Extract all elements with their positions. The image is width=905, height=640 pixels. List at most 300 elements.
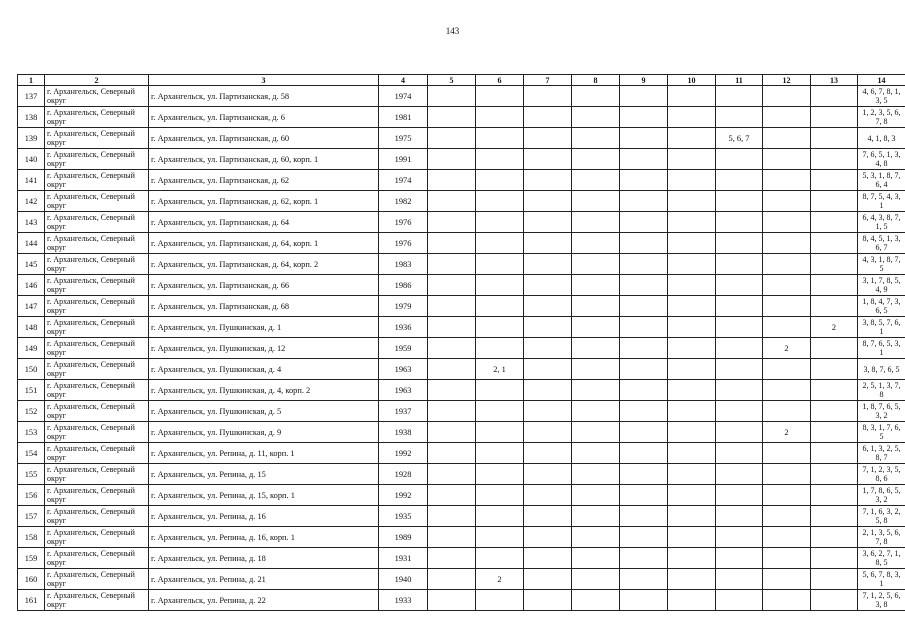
district-cell: г. Архангельск, Северный округ (45, 359, 149, 380)
col-9-cell (620, 296, 668, 317)
col-10-cell (668, 338, 716, 359)
table-row (18, 275, 905, 296)
col-9-cell (620, 254, 668, 275)
address-cell: г. Архангельск, ул. Партизанская, д. 66 (149, 275, 379, 296)
col-5-cell (428, 128, 476, 149)
col-6-cell (476, 380, 524, 401)
year-cell: 1963 (379, 359, 428, 380)
col-8-cell (572, 359, 620, 380)
col-5-cell (428, 149, 476, 170)
col-13-cell (811, 170, 858, 191)
col-7-cell (524, 548, 572, 569)
district-cell: г. Архангельск, Северный округ (45, 254, 149, 275)
row-number-cell: 146 (18, 275, 45, 296)
col-5-cell (428, 191, 476, 212)
col-11-cell (716, 191, 763, 212)
col-14-cell: 3, 8, 5, 7, 6, 1 (858, 317, 905, 338)
district-cell: г. Архангельск, Северный округ (45, 275, 149, 296)
col-5-cell (428, 527, 476, 548)
col-12-cell (763, 485, 811, 506)
row-number-cell: 159 (18, 548, 45, 569)
col-9-cell (620, 317, 668, 338)
col-8-cell (572, 233, 620, 254)
col-14-cell: 3, 1, 7, 8, 5, 4, 9 (858, 275, 905, 296)
district-cell: г. Архангельск, Северный округ (45, 317, 149, 338)
table-row (18, 590, 905, 611)
col-9-cell (620, 212, 668, 233)
row-number-cell: 141 (18, 170, 45, 191)
col-13-cell (811, 485, 858, 506)
column-header-9: 9 (620, 75, 668, 86)
year-cell: 1959 (379, 338, 428, 359)
col-11-cell (716, 590, 763, 611)
col-11-cell (716, 338, 763, 359)
col-8-cell (572, 485, 620, 506)
col-9-cell (620, 380, 668, 401)
row-number-cell: 152 (18, 401, 45, 422)
col-8-cell (572, 107, 620, 128)
col-12-cell (763, 548, 811, 569)
col-6-cell (476, 86, 524, 107)
col-11-cell (716, 548, 763, 569)
col-11-cell (716, 401, 763, 422)
col-11-cell (716, 569, 763, 590)
address-cell: г. Архангельск, ул. Пушкинская, д. 5 (149, 401, 379, 422)
district-cell: г. Архангельск, Северный округ (45, 191, 149, 212)
row-number-cell: 161 (18, 590, 45, 611)
col-9-cell (620, 233, 668, 254)
col-7-cell (524, 233, 572, 254)
col-8-cell (572, 443, 620, 464)
col-7-cell (524, 380, 572, 401)
col-11-cell (716, 296, 763, 317)
district-cell: г. Архангельск, Северный округ (45, 380, 149, 401)
address-cell: г. Архангельск, ул. Пушкинская, д. 9 (149, 422, 379, 443)
header-row (18, 75, 905, 86)
row-number-cell: 158 (18, 527, 45, 548)
col-5-cell (428, 464, 476, 485)
col-8-cell (572, 338, 620, 359)
col-10-cell (668, 464, 716, 485)
col-5-cell (428, 380, 476, 401)
district-cell: г. Архангельск, Северный округ (45, 548, 149, 569)
district-cell: г. Архангельск, Северный округ (45, 485, 149, 506)
col-10-cell (668, 191, 716, 212)
table-row (18, 191, 905, 212)
col-10-cell (668, 443, 716, 464)
col-13-cell (811, 443, 858, 464)
col-13-cell (811, 254, 858, 275)
district-cell: г. Архангельск, Северный округ (45, 233, 149, 254)
col-14-cell: 3, 8, 7, 6, 5 (858, 359, 905, 380)
row-number-cell: 160 (18, 569, 45, 590)
col-7-cell (524, 527, 572, 548)
address-cell: г. Архангельск, ул. Партизанская, д. 64, корп. 2 (149, 254, 379, 275)
address-cell: г. Архангельск, ул. Репина, д. 21 (149, 569, 379, 590)
col-8-cell (572, 590, 620, 611)
col-8-cell (572, 149, 620, 170)
col-5-cell (428, 275, 476, 296)
col-14-cell: 2, 5, 1, 3, 7, 8 (858, 380, 905, 401)
col-8-cell (572, 464, 620, 485)
col-5-cell (428, 443, 476, 464)
col-6-cell (476, 338, 524, 359)
col-11-cell (716, 422, 763, 443)
col-13-cell (811, 422, 858, 443)
col-12-cell (763, 506, 811, 527)
col-14-cell: 8, 3, 1, 7, 6, 5 (858, 422, 905, 443)
col-7-cell (524, 212, 572, 233)
col-7-cell (524, 191, 572, 212)
col-8-cell (572, 401, 620, 422)
address-cell: г. Архангельск, ул. Партизанская, д. 60 (149, 128, 379, 149)
col-13-cell (811, 296, 858, 317)
row-number-cell: 157 (18, 506, 45, 527)
column-header-3: 3 (149, 75, 379, 86)
address-cell: г. Архангельск, ул. Репина, д. 15 (149, 464, 379, 485)
col-13-cell (811, 569, 858, 590)
col-10-cell (668, 359, 716, 380)
col-8-cell (572, 569, 620, 590)
col-10-cell (668, 485, 716, 506)
col-12-cell (763, 191, 811, 212)
district-cell: г. Архангельск, Северный округ (45, 149, 149, 170)
col-7-cell (524, 149, 572, 170)
col-7-cell (524, 590, 572, 611)
col-10-cell (668, 275, 716, 296)
col-12-cell (763, 527, 811, 548)
address-cell: г. Архангельск, ул. Партизанская, д. 62, корп. 1 (149, 191, 379, 212)
column-header-1: 1 (18, 75, 45, 86)
col-14-cell: 1, 2, 3, 5, 6, 7, 8 (858, 107, 905, 128)
col-14-cell: 5, 3, 1, 8, 7, 6, 4 (858, 170, 905, 191)
district-cell: г. Архангельск, Северный округ (45, 569, 149, 590)
col-8-cell (572, 212, 620, 233)
row-number-cell: 143 (18, 212, 45, 233)
col-9-cell (620, 506, 668, 527)
district-cell: г. Архангельск, Северный округ (45, 527, 149, 548)
address-cell: г. Архангельск, ул. Партизанская, д. 6 (149, 107, 379, 128)
col-9-cell (620, 191, 668, 212)
col-5-cell (428, 590, 476, 611)
address-cell: г. Архангельск, ул. Партизанская, д. 60, корп. 1 (149, 149, 379, 170)
year-cell: 1936 (379, 317, 428, 338)
col-9-cell (620, 485, 668, 506)
col-14-cell: 7, 1, 2, 5, 6, 3, 8 (858, 590, 905, 611)
col-13-cell (811, 233, 858, 254)
col-13-cell (811, 506, 858, 527)
col-9-cell (620, 149, 668, 170)
col-10-cell (668, 254, 716, 275)
col-10-cell (668, 170, 716, 191)
col-9-cell (620, 590, 668, 611)
row-number-cell: 154 (18, 443, 45, 464)
col-9-cell (620, 107, 668, 128)
col-6-cell (476, 506, 524, 527)
col-11-cell (716, 527, 763, 548)
col-5-cell (428, 212, 476, 233)
col-14-cell: 8, 7, 6, 5, 3, 1 (858, 338, 905, 359)
col-14-cell: 8, 7, 5, 4, 3, 1 (858, 191, 905, 212)
col-11-cell (716, 275, 763, 296)
col-14-cell: 4, 6, 7, 8, 1, 3, 5 (858, 86, 905, 107)
column-header-12: 12 (763, 75, 811, 86)
col-10-cell (668, 233, 716, 254)
col-7-cell (524, 86, 572, 107)
col-11-cell (716, 317, 763, 338)
col-9-cell (620, 443, 668, 464)
table-row (18, 485, 905, 506)
table-row (18, 338, 905, 359)
col-5-cell (428, 233, 476, 254)
column-header-14: 14 (858, 75, 905, 86)
register-table (17, 74, 905, 611)
col-5-cell (428, 485, 476, 506)
col-12-cell (763, 275, 811, 296)
col-12-cell (763, 464, 811, 485)
col-6-cell (476, 317, 524, 338)
district-cell: г. Архангельск, Северный округ (45, 506, 149, 527)
col-11-cell (716, 464, 763, 485)
col-9-cell (620, 527, 668, 548)
table-row (18, 380, 905, 401)
col-5-cell (428, 569, 476, 590)
col-12-cell (763, 233, 811, 254)
year-cell: 1937 (379, 401, 428, 422)
col-10-cell (668, 107, 716, 128)
address-cell: г. Архангельск, ул. Партизанская, д. 68 (149, 296, 379, 317)
year-cell: 1986 (379, 275, 428, 296)
col-8-cell (572, 506, 620, 527)
col-13-cell (811, 380, 858, 401)
col-6-cell (476, 527, 524, 548)
col-12-cell (763, 149, 811, 170)
col-8-cell (572, 317, 620, 338)
col-6-cell (476, 275, 524, 296)
col-11-cell (716, 233, 763, 254)
table-row (18, 443, 905, 464)
row-number-cell: 151 (18, 380, 45, 401)
table-row (18, 86, 905, 107)
col-14-cell: 8, 4, 5, 1, 3, 6, 7 (858, 233, 905, 254)
year-cell: 1979 (379, 296, 428, 317)
col-9-cell (620, 464, 668, 485)
year-cell: 1938 (379, 422, 428, 443)
col-10-cell (668, 548, 716, 569)
col-6-cell (476, 296, 524, 317)
col-5-cell (428, 401, 476, 422)
col-6-cell (476, 464, 524, 485)
address-cell: г. Архангельск, ул. Партизанская, д. 58 (149, 86, 379, 107)
district-cell: г. Архангельск, Северный округ (45, 590, 149, 611)
district-cell: г. Архангельск, Северный округ (45, 107, 149, 128)
year-cell: 1976 (379, 212, 428, 233)
col-11-cell (716, 254, 763, 275)
year-cell: 1935 (379, 506, 428, 527)
col-9-cell (620, 338, 668, 359)
row-number-cell: 138 (18, 107, 45, 128)
col-14-cell: 1, 8, 7, 6, 5, 3, 2 (858, 401, 905, 422)
table-row (18, 233, 905, 254)
col-9-cell (620, 275, 668, 296)
table-row (18, 527, 905, 548)
col-12-cell (763, 170, 811, 191)
col-10-cell (668, 380, 716, 401)
year-cell: 1975 (379, 128, 428, 149)
year-cell: 1992 (379, 443, 428, 464)
col-11-cell (716, 86, 763, 107)
column-header-11: 11 (716, 75, 763, 86)
col-14-cell: 7, 1, 6, 3, 2, 5, 8 (858, 506, 905, 527)
col-12-cell (763, 569, 811, 590)
year-cell: 1928 (379, 464, 428, 485)
col-12-cell (763, 317, 811, 338)
year-cell: 1991 (379, 149, 428, 170)
table-row (18, 296, 905, 317)
col-12-cell (763, 86, 811, 107)
col-12-cell (763, 359, 811, 380)
col-6-cell: 2 (476, 569, 524, 590)
col-8-cell (572, 527, 620, 548)
address-cell: г. Архангельск, ул. Репина, д. 16 (149, 506, 379, 527)
year-cell: 1992 (379, 485, 428, 506)
col-6-cell (476, 590, 524, 611)
col-6-cell (476, 254, 524, 275)
col-7-cell (524, 170, 572, 191)
col-6-cell (476, 485, 524, 506)
col-7-cell (524, 275, 572, 296)
col-10-cell (668, 149, 716, 170)
address-cell: г. Архангельск, ул. Репина, д. 15, корп. 1 (149, 485, 379, 506)
address-cell: г. Архангельск, ул. Партизанская, д. 62 (149, 170, 379, 191)
col-11-cell (716, 506, 763, 527)
col-5-cell (428, 107, 476, 128)
col-9-cell (620, 548, 668, 569)
row-number-cell: 137 (18, 86, 45, 107)
row-number-cell: 145 (18, 254, 45, 275)
table-row (18, 254, 905, 275)
col-8-cell (572, 275, 620, 296)
col-13-cell (811, 86, 858, 107)
address-cell: г. Архангельск, ул. Репина, д. 18 (149, 548, 379, 569)
district-cell: г. Архангельск, Северный округ (45, 296, 149, 317)
table-row (18, 149, 905, 170)
row-number-cell: 147 (18, 296, 45, 317)
year-cell: 1933 (379, 590, 428, 611)
column-header-7: 7 (524, 75, 572, 86)
col-13-cell (811, 212, 858, 233)
col-9-cell (620, 170, 668, 191)
col-5-cell (428, 317, 476, 338)
col-8-cell (572, 170, 620, 191)
col-7-cell (524, 338, 572, 359)
col-10-cell (668, 422, 716, 443)
year-cell: 1976 (379, 233, 428, 254)
col-7-cell (524, 128, 572, 149)
col-8-cell (572, 296, 620, 317)
col-14-cell: 2, 1, 3, 5, 6, 7, 8 (858, 527, 905, 548)
column-header-10: 10 (668, 75, 716, 86)
col-13-cell (811, 548, 858, 569)
col-6-cell: 2, 1 (476, 359, 524, 380)
table-row (18, 548, 905, 569)
row-number-cell: 155 (18, 464, 45, 485)
address-cell: г. Архангельск, ул. Пушкинская, д. 4 (149, 359, 379, 380)
col-11-cell (716, 212, 763, 233)
col-10-cell (668, 506, 716, 527)
col-5-cell (428, 506, 476, 527)
address-cell: г. Архангельск, ул. Партизанская, д. 64 (149, 212, 379, 233)
col-13-cell (811, 107, 858, 128)
col-8-cell (572, 380, 620, 401)
col-11-cell (716, 359, 763, 380)
table-row (18, 212, 905, 233)
year-cell: 1989 (379, 527, 428, 548)
col-8-cell (572, 128, 620, 149)
col-9-cell (620, 359, 668, 380)
year-cell: 1931 (379, 548, 428, 569)
col-12-cell: 2 (763, 422, 811, 443)
col-13-cell (811, 149, 858, 170)
col-7-cell (524, 464, 572, 485)
col-5-cell (428, 296, 476, 317)
col-5-cell (428, 359, 476, 380)
col-14-cell: 6, 4, 3, 8, 7, 1, 5 (858, 212, 905, 233)
col-13-cell (811, 128, 858, 149)
col-10-cell (668, 317, 716, 338)
table-row (18, 170, 905, 191)
row-number-cell: 140 (18, 149, 45, 170)
col-6-cell (476, 443, 524, 464)
column-header-2: 2 (45, 75, 149, 86)
col-7-cell (524, 317, 572, 338)
col-7-cell (524, 296, 572, 317)
col-14-cell: 4, 3, 1, 8, 7, 5 (858, 254, 905, 275)
district-cell: г. Архангельск, Северный округ (45, 422, 149, 443)
address-cell: г. Архангельск, ул. Пушкинская, д. 12 (149, 338, 379, 359)
address-cell: г. Архангельск, ул. Пушкинская, д. 1 (149, 317, 379, 338)
col-12-cell (763, 590, 811, 611)
col-14-cell: 1, 8, 4, 7, 3, 6, 5 (858, 296, 905, 317)
address-cell: г. Архангельск, ул. Репина, д. 22 (149, 590, 379, 611)
table-body (18, 86, 905, 611)
col-5-cell (428, 338, 476, 359)
col-9-cell (620, 128, 668, 149)
col-12-cell (763, 128, 811, 149)
col-13-cell (811, 401, 858, 422)
col-12-cell (763, 443, 811, 464)
table-row (18, 359, 905, 380)
col-12-cell: 2 (763, 338, 811, 359)
table-row (18, 569, 905, 590)
table-row (18, 401, 905, 422)
col-10-cell (668, 86, 716, 107)
col-14-cell: 1, 7, 8, 6, 5, 3, 2 (858, 485, 905, 506)
row-number-cell: 139 (18, 128, 45, 149)
row-number-cell: 150 (18, 359, 45, 380)
address-cell: г. Архангельск, ул. Репина, д. 16, корп. 1 (149, 527, 379, 548)
table-row (18, 506, 905, 527)
col-7-cell (524, 506, 572, 527)
col-11-cell (716, 170, 763, 191)
col-13-cell (811, 338, 858, 359)
row-number-cell: 156 (18, 485, 45, 506)
col-9-cell (620, 569, 668, 590)
col-5-cell (428, 170, 476, 191)
col-14-cell: 7, 6, 5, 1, 3, 4, 8 (858, 149, 905, 170)
col-7-cell (524, 485, 572, 506)
col-12-cell (763, 212, 811, 233)
